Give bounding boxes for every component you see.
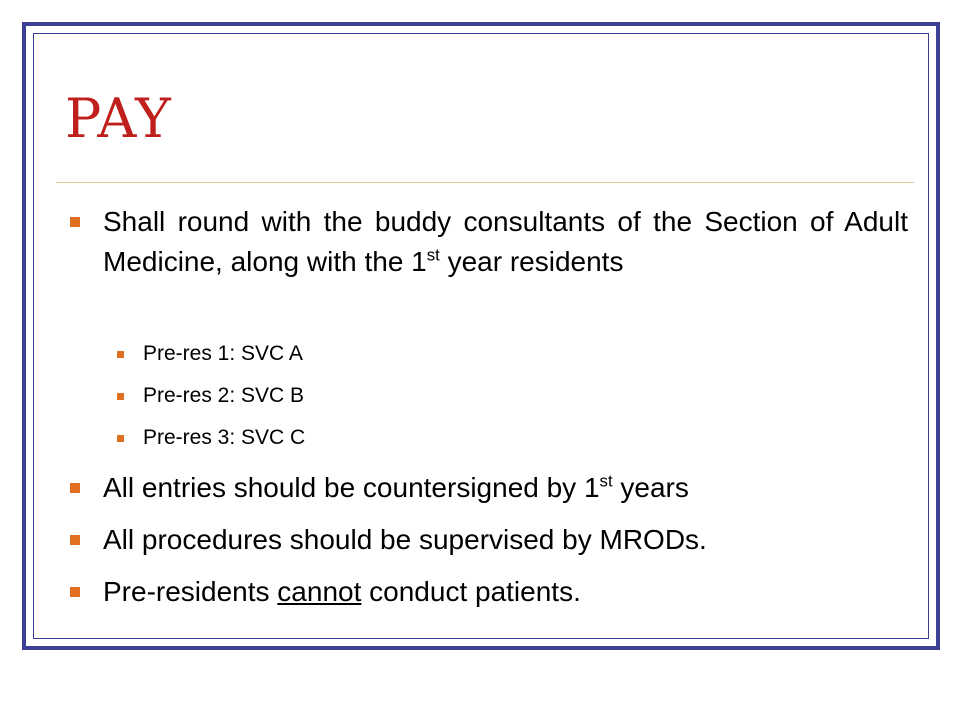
sub-bullet-text: Pre-res 3: SVC C xyxy=(143,426,306,449)
bullet-superscript: st xyxy=(426,245,440,265)
bullet-square-icon xyxy=(70,217,80,227)
bullet-item-countersign xyxy=(103,468,908,508)
bullet-text: All procedures should be supervised by MRODs. xyxy=(103,524,707,555)
sub-bullet-item xyxy=(143,424,843,452)
bullet-square-icon xyxy=(70,587,80,597)
bullet-square-icon xyxy=(70,535,80,545)
bullet-text: All entries should be countersigned by 1 xyxy=(103,472,600,503)
sub-bullet-text: Pre-res 1: SVC A xyxy=(143,342,303,365)
bullet-item-procedures xyxy=(103,520,908,560)
slide-title: PAY xyxy=(65,87,172,150)
bullet-item-conduct xyxy=(103,572,908,612)
sub-bullet-text: Pre-res 2: SVC B xyxy=(143,384,305,407)
bullet-superscript: st xyxy=(599,471,613,491)
bullet-item-rounds xyxy=(103,202,908,282)
bullet-text: year residents xyxy=(439,246,624,277)
bullet-square-icon xyxy=(70,483,80,493)
bullet-emphasis: cannot xyxy=(277,576,362,607)
bullet-text: Pre-residents xyxy=(103,576,278,607)
sub-bullet-item xyxy=(143,382,843,410)
bullet-text: Shall round with the buddy consultants of the Section of Adult Medicine, along with the 1 xyxy=(103,206,908,277)
title-divider xyxy=(56,182,914,183)
sub-bullet-square-icon xyxy=(117,393,124,400)
sub-bullet-square-icon xyxy=(117,435,124,442)
sub-bullet-item xyxy=(143,340,843,368)
sub-bullet-square-icon xyxy=(117,351,124,358)
bullet-text: conduct patients. xyxy=(361,576,581,607)
bullet-text: years xyxy=(612,472,689,503)
